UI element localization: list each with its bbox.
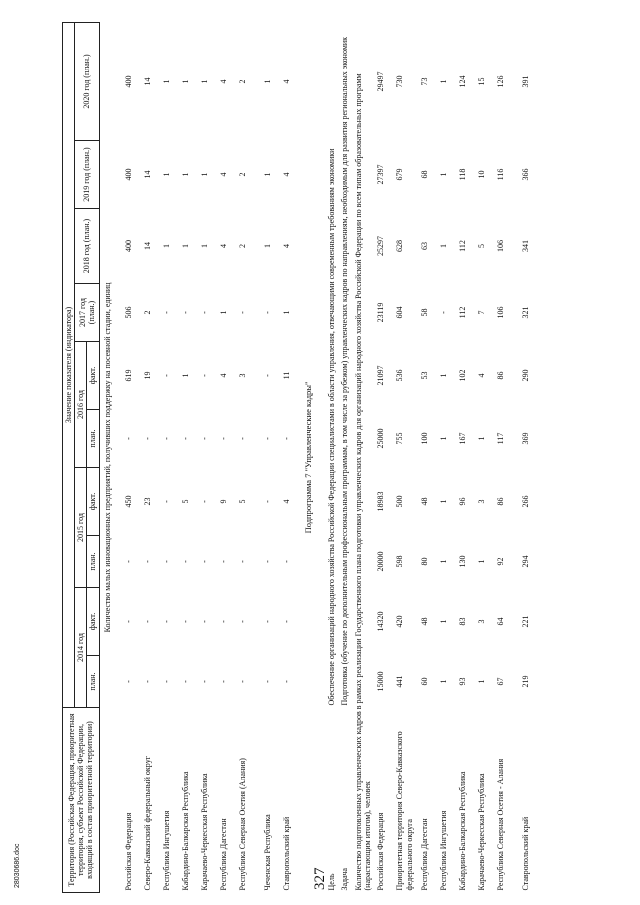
value-cell: 48 xyxy=(420,617,430,626)
value-cell: 48 xyxy=(420,497,430,506)
value-cell: 1 xyxy=(439,172,449,177)
value-cell: - xyxy=(262,620,272,623)
value-cell: 4 xyxy=(218,79,228,84)
table-row xyxy=(218,22,237,892)
value-cell: 100 xyxy=(420,432,430,445)
value-cell: 112 xyxy=(458,240,468,252)
section-title: Количество малых инновационных предприятий, получивших поддержку на посевной стадии, единиц xyxy=(102,282,112,633)
value-cell: 1 xyxy=(218,310,228,315)
value-cell: - xyxy=(180,620,190,623)
value-cell: 1 xyxy=(262,172,272,177)
value-cell: 10 xyxy=(477,170,487,179)
value-cell: 117 xyxy=(496,432,506,445)
value-cell: - xyxy=(237,680,247,683)
value-cell: 341 xyxy=(521,240,531,252)
territory-name: Республика Дагестан xyxy=(420,818,430,891)
subprogram-block xyxy=(300,22,351,892)
value-cell: 500 xyxy=(395,495,405,508)
territory-name: Карачаево-Черкесская Республика xyxy=(477,773,487,891)
value-cell: 441 xyxy=(395,675,405,688)
value-cell: 321 xyxy=(521,306,531,319)
territory-name: Республика Ингушетия xyxy=(161,810,171,891)
table-row xyxy=(123,22,142,892)
value-cell: 80 xyxy=(420,557,430,566)
value-cell: 29497 xyxy=(376,71,386,92)
value-cell: - xyxy=(262,374,272,377)
territory-name: Ставропольский край xyxy=(281,816,291,891)
value-cell: - xyxy=(218,437,228,440)
value-cell: - xyxy=(262,500,272,503)
value-cell: 25297 xyxy=(376,236,386,256)
table-row xyxy=(199,22,218,892)
value-cell: - xyxy=(161,620,171,623)
value-cell: 1 xyxy=(439,373,449,378)
value-cell: - xyxy=(439,311,449,314)
value-cell: 130 xyxy=(458,555,468,568)
value-cell: 266 xyxy=(521,495,531,508)
value-cell: 4 xyxy=(281,499,291,504)
section-title: Количество подготовленных управленческих кадров в рамках реализации Государственного плана подготовки управленческих кадров для организаций народного хозяйства Российской Федерации по всем типам образовательных программ (нарастающим итогом), человек xyxy=(353,73,373,891)
value-cell: 3 xyxy=(237,373,247,378)
value-cell: 58 xyxy=(420,308,430,317)
header-fact: факт. xyxy=(87,468,99,536)
header-indicator: Значение показателя (индикатора) xyxy=(63,22,75,707)
indicator-table xyxy=(62,22,539,893)
value-cell: 536 xyxy=(395,369,405,382)
value-cell: 3 xyxy=(477,499,487,504)
task-label: Задача xyxy=(339,868,349,891)
territory-name: Республика Ингушетия xyxy=(439,810,449,891)
header-2014: 2014 год xyxy=(75,588,87,708)
value-cell: 1 xyxy=(161,172,171,177)
value-cell: - xyxy=(199,620,209,623)
value-cell: 598 xyxy=(395,555,405,568)
value-cell: 3 xyxy=(477,619,487,624)
value-cell: 2 xyxy=(237,244,247,248)
header-2020: 2020 год (план.) xyxy=(75,22,99,140)
value-cell: 1 xyxy=(180,79,190,84)
value-cell: 60 xyxy=(420,677,430,686)
value-cell: - xyxy=(142,560,152,563)
value-cell: 73 xyxy=(420,77,430,86)
value-cell: 506 xyxy=(123,306,133,319)
value-cell: 628 xyxy=(395,240,405,252)
table-row xyxy=(520,22,539,892)
table-row xyxy=(495,22,520,892)
value-cell: 2 xyxy=(237,79,247,84)
value-cell: 14 xyxy=(142,170,152,179)
value-cell: 67 xyxy=(496,677,506,686)
value-cell: - xyxy=(262,680,272,683)
table-row xyxy=(375,22,394,892)
table-header xyxy=(63,22,100,892)
value-cell: 420 xyxy=(395,615,405,628)
territory-name: Российская Федерация xyxy=(123,812,133,891)
value-cell: - xyxy=(262,311,272,314)
header-plan: план. xyxy=(87,410,99,468)
value-cell: - xyxy=(161,500,171,503)
value-cell: 116 xyxy=(496,168,506,181)
value-cell: 755 xyxy=(395,432,405,445)
value-cell: 5 xyxy=(180,499,190,504)
value-cell: - xyxy=(123,560,133,563)
value-cell: - xyxy=(161,680,171,683)
value-cell: - xyxy=(123,620,133,623)
value-cell: - xyxy=(218,620,228,623)
value-cell: 106 xyxy=(496,240,506,252)
value-cell: 83 xyxy=(458,617,468,626)
value-cell: 7 xyxy=(477,310,487,315)
table-row xyxy=(142,22,161,892)
value-cell: - xyxy=(180,680,190,683)
value-cell: - xyxy=(180,311,190,314)
value-cell: 290 xyxy=(521,369,531,382)
value-cell: - xyxy=(142,680,152,683)
value-cell: 369 xyxy=(521,432,531,445)
value-cell: - xyxy=(281,560,291,563)
value-cell: 2 xyxy=(237,172,247,177)
document-id: 28030686.doc xyxy=(14,843,21,888)
value-cell: 679 xyxy=(395,168,405,181)
value-cell: 1 xyxy=(161,244,171,248)
value-cell: 1 xyxy=(161,79,171,84)
value-cell: 4 xyxy=(218,172,228,177)
value-cell: - xyxy=(161,311,171,314)
value-cell: - xyxy=(180,560,190,563)
value-cell: - xyxy=(161,374,171,377)
value-cell: 1 xyxy=(439,79,449,84)
value-cell: 4 xyxy=(281,79,291,84)
value-cell: 450 xyxy=(123,495,133,508)
value-cell: 18983 xyxy=(376,491,386,512)
territory-name: Приоритетная территория Северо-Кавказского федерального округа xyxy=(395,731,414,891)
value-cell: 112 xyxy=(458,306,468,319)
value-cell: 4 xyxy=(218,244,228,248)
table-row xyxy=(457,22,476,892)
territory-name: Республика Северная Осетия (Алания) xyxy=(237,758,247,891)
value-cell: 14 xyxy=(142,77,152,86)
territory-name: Республика Дагестан xyxy=(218,818,228,891)
value-cell: 1 xyxy=(439,679,449,684)
value-cell: - xyxy=(218,560,228,563)
value-cell: 366 xyxy=(521,168,531,181)
value-cell: 21097 xyxy=(376,365,386,386)
value-cell: 68 xyxy=(420,170,430,179)
task-text: Подготовка (обучение по дополнительным профессиональным программам, в том числе за рубежом) управленческих кадров по направлениям, необходимым для развития региональных экономик xyxy=(339,36,349,706)
header-2018: 2018 год (план.) xyxy=(75,209,99,284)
value-cell: 400 xyxy=(123,75,133,88)
value-cell: - xyxy=(123,437,133,440)
value-cell: 118 xyxy=(458,168,468,181)
value-cell: 1 xyxy=(281,310,291,315)
table-row xyxy=(237,22,262,892)
value-cell: - xyxy=(281,680,291,683)
value-cell: 1 xyxy=(180,172,190,177)
value-cell: 5 xyxy=(237,499,247,504)
header-2015: 2015 год xyxy=(75,468,87,588)
value-cell: 619 xyxy=(123,369,133,382)
territory-name: Северо-Кавказский федеральный округ xyxy=(142,756,152,891)
value-cell: 15 xyxy=(477,77,487,86)
value-cell: 64 xyxy=(496,617,506,626)
territory-name: Ставропольский край xyxy=(521,816,531,891)
table-row xyxy=(419,22,438,892)
territory-name: Республика Северная Осетия - Алания xyxy=(496,758,506,891)
value-cell: 20000 xyxy=(376,551,386,572)
value-cell: - xyxy=(142,437,152,440)
value-cell: 23 xyxy=(142,497,152,506)
value-cell: 5 xyxy=(477,244,487,248)
value-cell: - xyxy=(199,374,209,377)
header-fact: факт. xyxy=(87,588,99,656)
value-cell: 1 xyxy=(477,436,487,441)
value-cell: - xyxy=(218,680,228,683)
value-cell: - xyxy=(281,620,291,623)
value-cell: 1 xyxy=(439,499,449,504)
value-cell: - xyxy=(237,437,247,440)
page-number: 327 xyxy=(312,867,328,890)
header-2016: 2016 год xyxy=(75,342,87,468)
value-cell: 86 xyxy=(496,497,506,506)
value-cell: - xyxy=(237,620,247,623)
section-management-personnel xyxy=(351,22,539,892)
value-cell: 23119 xyxy=(376,302,386,323)
territory-name: Чеченская Республика xyxy=(262,814,272,891)
table-row xyxy=(394,22,419,892)
value-cell: - xyxy=(180,437,190,440)
value-cell: - xyxy=(123,680,133,683)
territory-name: Кабардино-Балкарская Республика xyxy=(180,771,190,891)
value-cell: 730 xyxy=(395,75,405,88)
header-2019: 2019 год (план.) xyxy=(75,141,99,209)
value-cell: 4 xyxy=(477,373,487,378)
value-cell: 1 xyxy=(477,679,487,684)
value-cell: 221 xyxy=(521,615,531,628)
value-cell: 4 xyxy=(218,373,228,378)
value-cell: 1 xyxy=(439,559,449,564)
value-cell: 4 xyxy=(281,172,291,177)
value-cell: 19 xyxy=(142,371,152,380)
value-cell: 400 xyxy=(123,168,133,181)
value-cell: 4 xyxy=(281,244,291,248)
value-cell: - xyxy=(199,311,209,314)
header-plan: план. xyxy=(87,656,99,708)
goal-label: Цель xyxy=(326,873,336,891)
value-cell: 96 xyxy=(458,497,468,506)
value-cell: - xyxy=(237,560,247,563)
value-cell: 1 xyxy=(262,244,272,248)
value-cell: - xyxy=(161,437,171,440)
goal-text: Обеспечение организаций народного хозяйства Российской Федерации специалистами в области управления, отвечающими современным требованиям экономики xyxy=(326,148,336,706)
value-cell: - xyxy=(281,437,291,440)
value-cell: 1 xyxy=(180,373,190,378)
value-cell: - xyxy=(262,437,272,440)
value-cell: 400 xyxy=(123,240,133,252)
value-cell: 27397 xyxy=(376,164,386,185)
table-row xyxy=(281,22,300,892)
table-row xyxy=(438,22,457,892)
value-cell: 14 xyxy=(142,242,152,250)
value-cell: 53 xyxy=(420,371,430,380)
value-cell: 63 xyxy=(420,242,430,250)
value-cell: 1 xyxy=(199,79,209,84)
territory-name: Карачаево-Черкесская Республика xyxy=(199,773,209,891)
value-cell: 11 xyxy=(281,371,291,380)
table-row xyxy=(180,22,199,892)
value-cell: 86 xyxy=(496,371,506,380)
value-cell: 1 xyxy=(199,172,209,177)
value-cell: 25000 xyxy=(376,428,386,449)
value-cell: - xyxy=(199,500,209,503)
table-row xyxy=(262,22,281,892)
value-cell: 15000 xyxy=(376,671,386,692)
value-cell: 1 xyxy=(439,436,449,441)
value-cell: 93 xyxy=(458,677,468,686)
value-cell: 2 xyxy=(142,310,152,315)
value-cell: 167 xyxy=(458,432,468,445)
header-plan: план. xyxy=(87,536,99,588)
value-cell: - xyxy=(237,311,247,314)
territory-name: Кабардино-Балкарская Республика xyxy=(458,771,468,891)
value-cell: 604 xyxy=(395,306,405,319)
value-cell: 1 xyxy=(439,244,449,248)
rotated-table-area xyxy=(62,23,628,893)
value-cell: 1 xyxy=(477,559,487,564)
value-cell: 126 xyxy=(496,75,506,88)
value-cell: - xyxy=(199,680,209,683)
value-cell: 9 xyxy=(218,499,228,504)
value-cell: 92 xyxy=(496,557,506,566)
section-innovative-enterprises xyxy=(99,22,300,892)
value-cell: 391 xyxy=(521,75,531,88)
table-row xyxy=(476,22,495,892)
value-cell: - xyxy=(142,620,152,623)
header-fact: факт. xyxy=(87,342,99,410)
value-cell: - xyxy=(262,560,272,563)
subprogram-title: Подпрограмма 7 "Управленческие кадры" xyxy=(302,381,313,534)
value-cell: 102 xyxy=(458,369,468,382)
value-cell: 219 xyxy=(521,675,531,688)
value-cell: 1 xyxy=(199,244,209,248)
value-cell: 1 xyxy=(439,619,449,624)
value-cell: 294 xyxy=(521,555,531,568)
value-cell: 124 xyxy=(458,75,468,88)
value-cell: - xyxy=(161,560,171,563)
value-cell: 1 xyxy=(180,244,190,248)
table-row xyxy=(161,22,180,892)
header-2017: 2017 год (план.) xyxy=(75,284,99,342)
header-territory: Территория (Российская Федерация, приоритетная территория, субъект Российской Федерации, входящий в состав приоритетной территории) xyxy=(63,708,100,893)
value-cell: 106 xyxy=(496,306,506,319)
value-cell: 1 xyxy=(262,79,272,84)
territory-name: Российская Федерация xyxy=(376,812,386,891)
value-cell: 14320 xyxy=(376,611,386,632)
value-cell: - xyxy=(199,437,209,440)
value-cell: - xyxy=(199,560,209,563)
